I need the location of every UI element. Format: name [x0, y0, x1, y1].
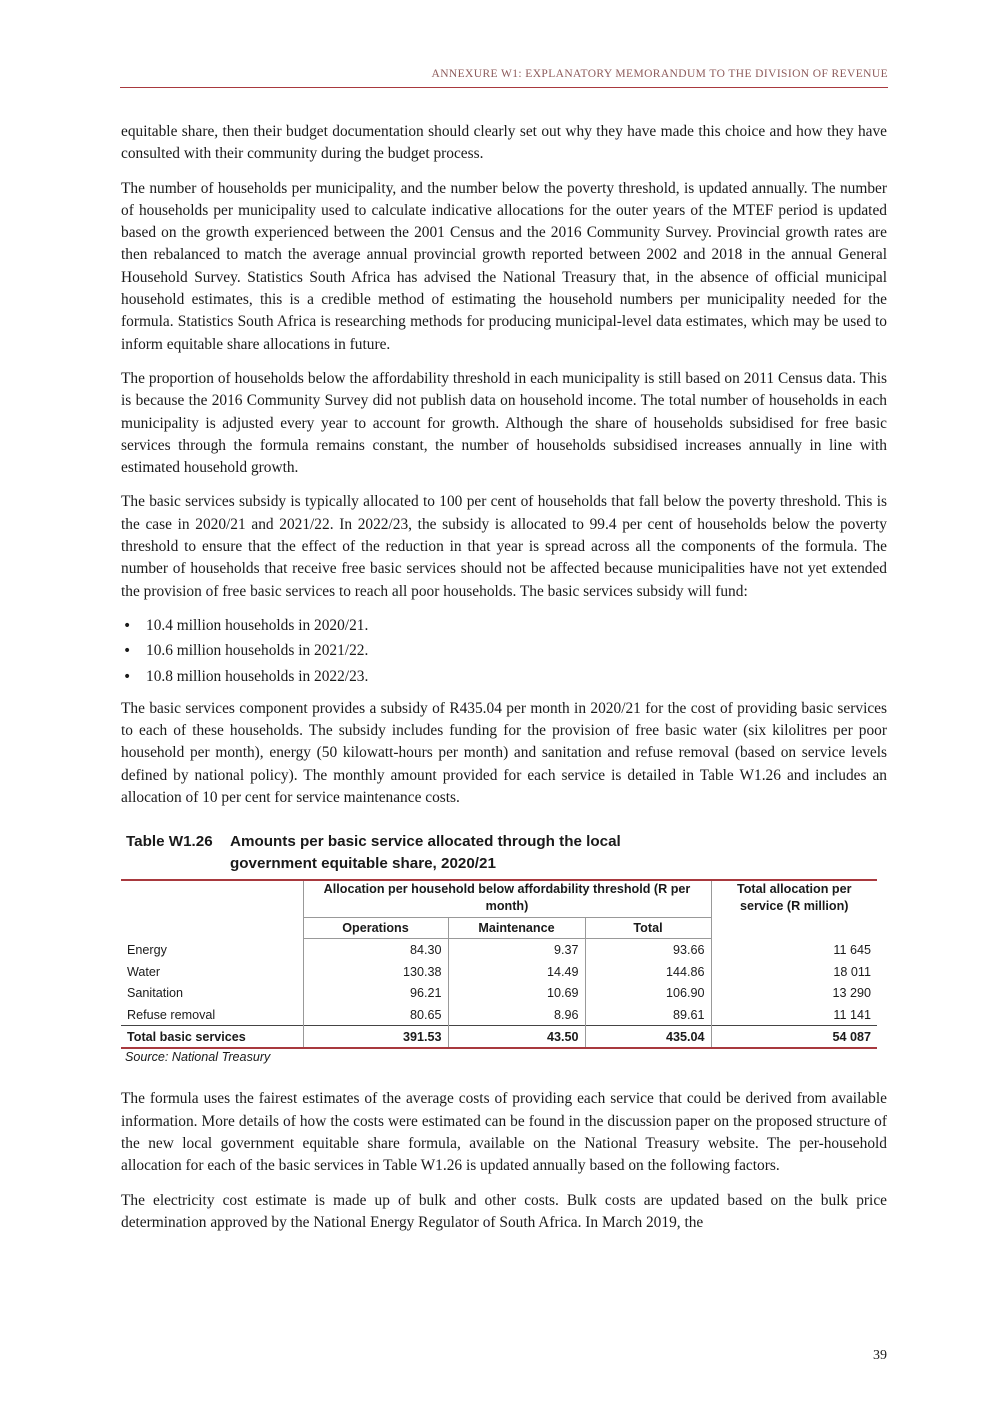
table-source: Source: National Treasury: [125, 1050, 271, 1065]
bullet-list: [121, 615, 887, 688]
total-cell: 144.86: [585, 961, 711, 983]
table-row: [121, 1004, 877, 1026]
maintenance-cell: 10.69: [448, 982, 585, 1004]
allocation-cell: 54 087: [711, 1026, 877, 1049]
table-title-line2: government equitable share, 2020/21: [230, 855, 496, 873]
empty-header-cell: [121, 918, 303, 939]
paragraph: The basic services subsidy is typically allocated to 100 per cent of households that fall below the poverty threshold. This is the case in 2020/21 and 2021/22. In 2022/23, the subsidy is allocated to 99.4 per cent of households below the poverty threshold to ensure that the effect of the reduction in that year is spread across all the components of the formula. The number of households that receive free basic services should not be affected because municipalities have not yet extended the provision of free basic services to reach all poor households. The basic services subsidy will fund:: [121, 493, 887, 600]
bullet-item: • 10.6 million households in 2021/22.: [121, 640, 887, 662]
total-cell: 89.61: [585, 1004, 711, 1026]
operations-cell: 80.65: [303, 1004, 448, 1026]
page-number: 39: [873, 1348, 887, 1363]
operations-cell: 391.53: [303, 1026, 448, 1049]
maintenance-cell: 9.37: [448, 939, 585, 961]
table-row: [121, 939, 877, 961]
paragraph: The number of households per municipality, and the number below the poverty threshold, is updated annually. The number of households per municipality used to calculate indicative allocations for the outer years of the MTEF period is updated based on the growth experienced between the 2001 Census and the 2016 Community Survey. Provincial growth rates are then rebalanced to match the average annual provincial growth reported between 2002 and 2018 in the annual General Household Survey. Statistics South Africa has advised the National Treasury that, in the absence of official municipal household estimates, this is a credible method of estimating the household numbers per municipality needed for the formula. Statistics South Africa is researching methods for producing municipal-level data estimates, which may be used to inform equitable share allocations in future.: [121, 179, 887, 353]
total-row: [121, 1026, 877, 1049]
table-row: [121, 961, 877, 983]
row-label: Energy: [127, 942, 167, 957]
paragraph: The basic services component provides a subsidy of R435.04 per month in 2020/21 for the cost of providing basic services to each of these households. The subsidy includes funding for the provision of free basic water (six kilolitres per poor household per month), energy (50 kilowatt-hours per month) and sanitation and refuse removal (based on service levels defined by national policy). The monthly amount provided for each service is detailed in Table W1.26 and includes an allocation of 10 per cent for service maintenance costs.: [121, 699, 887, 807]
total-allocation-header: Total allocation per service (R million): [711, 880, 877, 939]
allocation-table: [121, 879, 877, 1049]
table-title-line1: Amounts per basic service allocated through the local: [230, 833, 621, 851]
bullet-item: • 10.8 million households in 2022/23.: [121, 666, 887, 688]
running-header: ANNEXURE W1: EXPLANATORY MEMORANDUM TO THE DIVISION OF REVENUE: [120, 68, 888, 88]
paragraph: The proportion of households below the affordability threshold in each municipality is still based on 2011 Census data. This is because the 2016 Community Survey did not publish data on household income. The total number of households in each municipality is adjusted every year to account for growth. Although the share of households subsidised for free basic services through the formula remains constant, the number of households subsidised increases annually in line with estimated household growth.: [121, 369, 887, 477]
bullet-item: • 10.4 million households in 2020/21.: [121, 615, 887, 637]
total-cell: 106.90: [585, 982, 711, 1004]
empty-header-cell: [121, 880, 303, 918]
paragraph: The electricity cost estimate is made up of bulk and other costs. Bulk costs are updated based on the bulk price determination approved by the National Energy Regulator of South Africa. In March 2019, the: [121, 1191, 887, 1231]
row-label: Sanitation: [127, 986, 184, 1001]
allocation-cell: 18 011: [711, 961, 877, 983]
column-header-maintenance: Maintenance: [448, 918, 585, 939]
maintenance-cell: 43.50: [448, 1026, 585, 1049]
total-cell: 435.04: [585, 1026, 711, 1049]
operations-cell: 84.30: [303, 939, 448, 961]
row-label: Total basic services: [121, 1026, 303, 1049]
allocation-cell: 11 141: [711, 1004, 877, 1026]
paragraph: The formula uses the fairest estimates of the average costs of providing each service that could be derived from available information. More details of how the costs were estimated can be found in the discussion paper on the proposed structure of the new local government equitable share formula, available on the National Treasury website. The per-household allocation for each of the basic services in Table W1.26 is updated annually based on the following factors.: [121, 1090, 887, 1175]
table-number: Table W1.26: [126, 833, 213, 851]
allocation-cell: 13 290: [711, 982, 877, 1004]
total-cell: 93.66: [585, 939, 711, 961]
maintenance-cell: 14.49: [448, 961, 585, 983]
row-label: Water: [127, 964, 161, 979]
body-text: [121, 121, 887, 1246]
row-label: Refuse removal: [127, 1007, 216, 1022]
allocation-cell: 11 645: [711, 939, 877, 961]
operations-cell: 130.38: [303, 961, 448, 983]
maintenance-cell: 8.96: [448, 1004, 585, 1026]
operations-cell: 96.21: [303, 982, 448, 1004]
paragraph: equitable share, then their budget documentation should clearly set out why they have made this choice and how they have consulted with their community during the budget process.: [121, 123, 887, 163]
column-header-total: Total: [585, 918, 711, 939]
group-header: Allocation per household below affordability threshold (R per month): [303, 880, 711, 918]
column-header-operations: Operations: [303, 918, 448, 939]
table-title: [121, 831, 887, 875]
table-row: [121, 982, 877, 1004]
